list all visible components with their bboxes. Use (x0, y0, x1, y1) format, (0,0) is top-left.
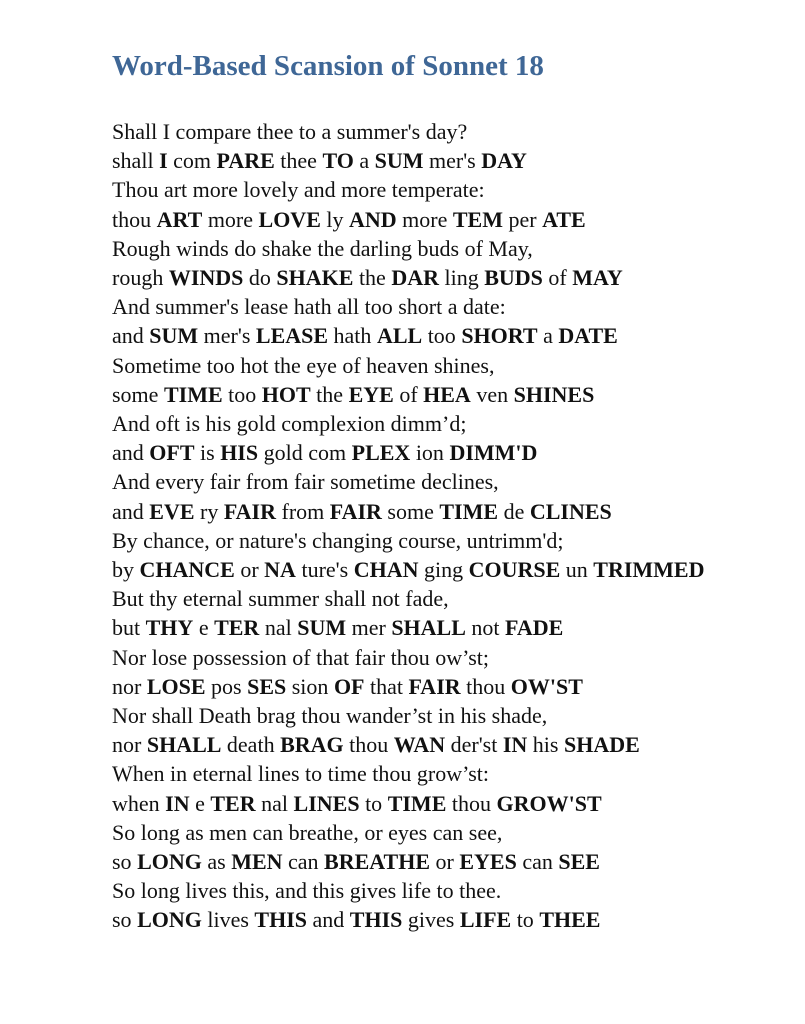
stressed-syllable: SHAKE (276, 265, 354, 291)
stressed-syllable: OFT (149, 440, 195, 466)
unstressed-syllable: ion (415, 440, 444, 466)
stressed-syllable: THIS (254, 907, 308, 933)
stressed-syllable: EVE (149, 498, 195, 524)
original-verse-line: Shall I compare thee to a summer's day? (112, 119, 468, 144)
stressed-syllable: WINDS (168, 265, 244, 291)
original-verse-line: Nor shall Death brag thou wander’st in his shade, (112, 703, 548, 729)
original-verse-line: And oft is his gold complexion dimm’d; (112, 411, 467, 437)
stressed-syllable: SES (247, 673, 287, 699)
stressed-syllable: TER (210, 790, 256, 816)
stressed-syllable: LINES (293, 790, 360, 816)
unstressed-syllable: thou (112, 206, 152, 232)
unstressed-syllable: gold (263, 440, 303, 466)
stressed-syllable: TO (322, 148, 354, 174)
unstressed-syllable: from (281, 498, 325, 524)
original-verse-line: By chance, or nature's changing course, untrimm'd; (112, 527, 564, 553)
stressed-syllable: NA (264, 557, 296, 583)
stressed-syllable: LONG (137, 849, 202, 875)
stressed-syllable: SHORT (461, 323, 538, 349)
stressed-syllable: HIS (220, 440, 259, 466)
stressed-syllable: OW'ST (510, 673, 583, 699)
unstressed-syllable: a (543, 323, 553, 349)
stressed-syllable: ALL (376, 323, 423, 349)
stressed-syllable: GROW'ST (496, 790, 602, 816)
unstressed-syllable: shall (112, 148, 154, 174)
unstressed-syllable: do (248, 265, 271, 291)
unstressed-syllable: nal (264, 615, 292, 641)
stressed-syllable: FAIR (408, 673, 461, 699)
stressed-syllable: LIFE (459, 907, 512, 933)
unstressed-syllable: and (112, 440, 144, 466)
unstressed-syllable: ry (200, 498, 219, 524)
stressed-syllable: WAN (393, 732, 446, 758)
unstressed-syllable: sion (291, 673, 329, 699)
scansion-line (112, 555, 792, 584)
unstressed-syllable: e (198, 615, 209, 641)
unstressed-syllable: nal (261, 790, 289, 816)
stressed-syllable: EYES (459, 849, 517, 875)
stressed-syllable: TIME (387, 790, 447, 816)
scansion-line (112, 263, 792, 292)
scansion-line (112, 847, 792, 876)
scansion-line (112, 789, 792, 818)
stressed-syllable: THY (145, 615, 194, 641)
stressed-syllable: SHALL (391, 615, 466, 641)
unstressed-syllable: too (228, 381, 257, 407)
unstressed-syllable: as (207, 849, 226, 875)
unstressed-syllable: by (112, 557, 134, 583)
original-verse-line: Rough winds do shake the darling buds of May, (112, 235, 533, 261)
stressed-syllable: TEM (452, 206, 503, 232)
unstressed-syllable: some (387, 498, 434, 524)
unstressed-syllable: so (112, 907, 132, 933)
stressed-syllable: SHALL (146, 732, 222, 758)
unstressed-syllable: lives (207, 907, 249, 933)
scansion-line (112, 905, 792, 934)
stressed-syllable: MAY (572, 265, 623, 291)
scansion-line (112, 205, 792, 234)
stressed-syllable: IN (165, 790, 190, 816)
unstressed-syllable: ven (476, 381, 509, 407)
unstressed-syllable: der'st (450, 732, 498, 758)
unstressed-syllable: and (312, 907, 345, 933)
stressed-syllable: FADE (505, 615, 564, 641)
unstressed-syllable: mer (351, 615, 386, 641)
stressed-syllable: CHAN (353, 557, 419, 583)
stressed-syllable: DATE (558, 323, 618, 349)
unstressed-syllable: can (288, 849, 319, 875)
unstressed-syllable: ling (444, 265, 479, 291)
unstressed-syllable: thou (451, 790, 491, 816)
stressed-syllable: CHANCE (139, 557, 235, 583)
unstressed-syllable: not (471, 615, 500, 641)
unstressed-syllable: un (565, 557, 588, 583)
sonnet-text (112, 117, 792, 935)
unstressed-syllable: nor (112, 673, 142, 699)
unstressed-syllable: and (112, 323, 144, 349)
stressed-syllable: COURSE (468, 557, 561, 583)
unstressed-syllable: nor (112, 732, 142, 758)
original-verse-line: Sometime too hot the eye of heaven shines, (112, 352, 495, 378)
original-verse-line: Nor lose possession of that fair thou ow’st; (112, 644, 490, 670)
unstressed-syllable: pos (211, 673, 242, 699)
unstressed-syllable: can (522, 849, 553, 875)
unstressed-syllable: com (173, 148, 212, 174)
unstressed-syllable: death (226, 732, 275, 758)
stressed-syllable: SUM (297, 615, 347, 641)
stressed-syllable: TER (214, 615, 260, 641)
original-verse-line: So long lives this, and this gives life to thee. (112, 878, 502, 904)
original-verse-line: When in eternal lines to time thou grow’st: (112, 761, 489, 787)
unstressed-syllable: hath (333, 323, 372, 349)
unstressed-syllable: e (195, 790, 205, 816)
stressed-syllable: BREATHE (324, 849, 430, 875)
stressed-syllable: ART (156, 206, 203, 232)
stressed-syllable: FAIR (329, 498, 382, 524)
unstressed-syllable: ture's (301, 557, 349, 583)
unstressed-syllable: de (503, 498, 525, 524)
stressed-syllable: HOT (261, 381, 311, 407)
stressed-syllable: TIME (439, 498, 499, 524)
stressed-syllable: OF (333, 673, 365, 699)
unstressed-syllable: more (402, 206, 448, 232)
original-verse-line: Thou art more lovely and more temperate: (112, 177, 485, 203)
stressed-syllable: LOVE (258, 206, 321, 232)
unstressed-syllable: to (516, 907, 534, 933)
scansion-line (112, 497, 792, 526)
unstressed-syllable: thou (349, 732, 389, 758)
stressed-syllable: SHINES (513, 381, 595, 407)
stressed-syllable: THIS (349, 907, 403, 933)
stressed-syllable: EYE (348, 381, 394, 407)
stressed-syllable: PLEX (351, 440, 411, 466)
scansion-line (112, 672, 792, 701)
unstressed-syllable: mer's (203, 323, 251, 349)
unstressed-syllable: thee (280, 148, 317, 174)
stressed-syllable: SHADE (563, 732, 640, 758)
unstressed-syllable: com (308, 440, 347, 466)
stressed-syllable: BRAG (280, 732, 344, 758)
stressed-syllable: SEE (558, 849, 600, 875)
stressed-syllable: DAY (481, 148, 527, 174)
unstressed-syllable: per (508, 206, 537, 232)
original-verse-line: And summer's lease hath all too short a date: (112, 294, 506, 320)
unstressed-syllable: when (112, 790, 160, 816)
stressed-syllable: DIMM'D (449, 440, 538, 466)
stressed-syllable: ATE (542, 206, 586, 232)
unstressed-syllable: so (112, 849, 132, 875)
unstressed-syllable: the (358, 265, 386, 291)
stressed-syllable: TIME (163, 381, 223, 407)
original-verse-line: But thy eternal summer shall not fade, (112, 586, 449, 612)
unstressed-syllable: is (200, 440, 215, 466)
scansion-line (112, 730, 792, 759)
stressed-syllable: CLINES (529, 498, 612, 524)
unstressed-syllable: mer's (428, 148, 476, 174)
stressed-syllable: I (159, 148, 168, 174)
stressed-syllable: AND (349, 206, 397, 232)
stressed-syllable: BUDS (484, 265, 543, 291)
unstressed-syllable: or (435, 849, 454, 875)
stressed-syllable: TRIMMED (593, 557, 705, 583)
stressed-syllable: THEE (539, 907, 601, 933)
unstressed-syllable: or (240, 557, 259, 583)
unstressed-syllable: to (365, 790, 383, 816)
scansion-line (112, 321, 792, 350)
original-verse-line: And every fair from fair sometime declines, (112, 469, 499, 495)
original-verse-line: So long as men can breathe, or eyes can see, (112, 819, 503, 845)
scansion-line (112, 146, 792, 175)
unstressed-syllable: rough (112, 265, 164, 291)
scansion-line (112, 438, 792, 467)
stressed-syllable: SUM (374, 148, 424, 174)
stressed-syllable: LOSE (146, 673, 206, 699)
scansion-line (112, 380, 792, 409)
scansion-line (112, 613, 792, 642)
unstressed-syllable: some (112, 381, 159, 407)
unstressed-syllable: more (207, 206, 254, 232)
stressed-syllable: MEN (231, 849, 283, 875)
unstressed-syllable: but (112, 615, 141, 641)
stressed-syllable: PARE (216, 148, 275, 174)
stressed-syllable: SUM (149, 323, 199, 349)
unstressed-syllable: of (548, 265, 567, 291)
stressed-syllable: HEA (423, 381, 471, 407)
stressed-syllable: IN (502, 732, 528, 758)
stressed-syllable: LONG (137, 907, 202, 933)
unstressed-syllable: thou (466, 673, 506, 699)
unstressed-syllable: of (399, 381, 418, 407)
unstressed-syllable: and (112, 498, 144, 524)
unstressed-syllable: ging (423, 557, 464, 583)
unstressed-syllable: gives (407, 907, 455, 933)
unstressed-syllable: his (532, 732, 559, 758)
stressed-syllable: LEASE (255, 323, 329, 349)
stressed-syllable: DAR (391, 265, 439, 291)
stressed-syllable: FAIR (223, 498, 276, 524)
page-title: Word-Based Scansion of Sonnet 18 (112, 50, 544, 82)
unstressed-syllable: ly (326, 206, 344, 232)
unstressed-syllable: a (359, 148, 370, 174)
unstressed-syllable: too (427, 323, 456, 349)
unstressed-syllable: that (370, 673, 403, 699)
unstressed-syllable: the (316, 381, 344, 407)
